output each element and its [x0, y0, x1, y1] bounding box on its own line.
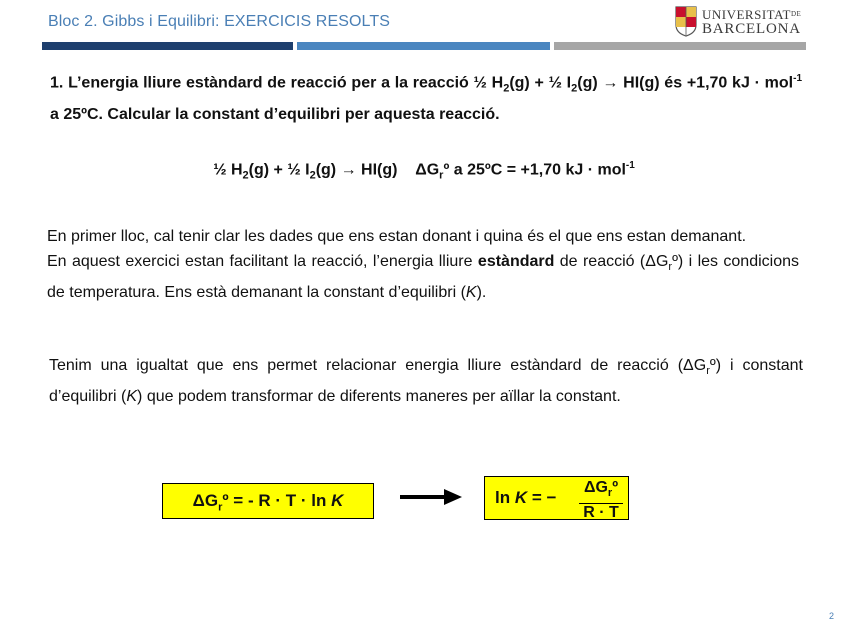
- right-arrow-icon: [400, 487, 462, 507]
- paragraph1-line-a: En primer lloc, cal tenir clar les dades que ens estan donant i quina és el que ens estan demanant.: [47, 228, 747, 245]
- formula-right-fraction: [579, 479, 623, 522]
- fraction-numerator: $\Delta G_rº$: [579, 479, 623, 504]
- fraction-denominator: R · T: [583, 504, 619, 522]
- shield-icon: [674, 5, 698, 37]
- logo-text-line2: BARCELONA: [702, 21, 801, 37]
- header-band-dark: [42, 42, 293, 50]
- formula-box-left: $\Delta G_rº$ = - R · T · ln K: [162, 483, 374, 519]
- page-number: 2: [829, 611, 835, 621]
- reaction-equation: ½ $H_2(g)$ + ½ $I_2(g) \to HI(g)$ $\Delta G_rº$ a 25ºC = +1,70 kJ · mol$^{-1}$: [213, 160, 635, 182]
- university-logo: [674, 5, 814, 39]
- explanation-paragraph-1: [47, 224, 799, 305]
- logo-text-line1: $UNIVERSITAT^{DE}$: [702, 7, 802, 22]
- formula-right-lhs: ln K = −: [495, 488, 557, 507]
- paragraph1-line-b: En aquest exercici estan facilitant la reacció, l’energia lliure estàndard de reacció $(\Delta G_rº)$ i les condicions de temperatura. Ens està demanant la constant d’equilibri (K).: [47, 253, 800, 302]
- header-band-mid: [297, 42, 550, 50]
- explanation-paragraph-2: Tenim una igualtat que ens permet relacionar energia lliure estàndard de reacció $(\Delta G_rº)$ i constant d’equilibri (K) que podem transformar de diferents maneres per aïllar la constant.: [49, 357, 803, 406]
- header-title: Bloc 2. Gibbs i Equilibri: EXERCICIS RESOLTS: [48, 13, 390, 30]
- question-statement: 1. L’energia lliure estàndard de reacció per a la reacció ½ $H_2(g)$ + ½ $I_2(g) \to HI(g)$ és +1,70 kJ · mol$^{-1}$ a 25ºC. Calcular la constant d’equilibri per aquesta reacció.: [50, 73, 803, 123]
- formula-box-right: [484, 476, 629, 520]
- header-band-grey: [554, 42, 806, 50]
